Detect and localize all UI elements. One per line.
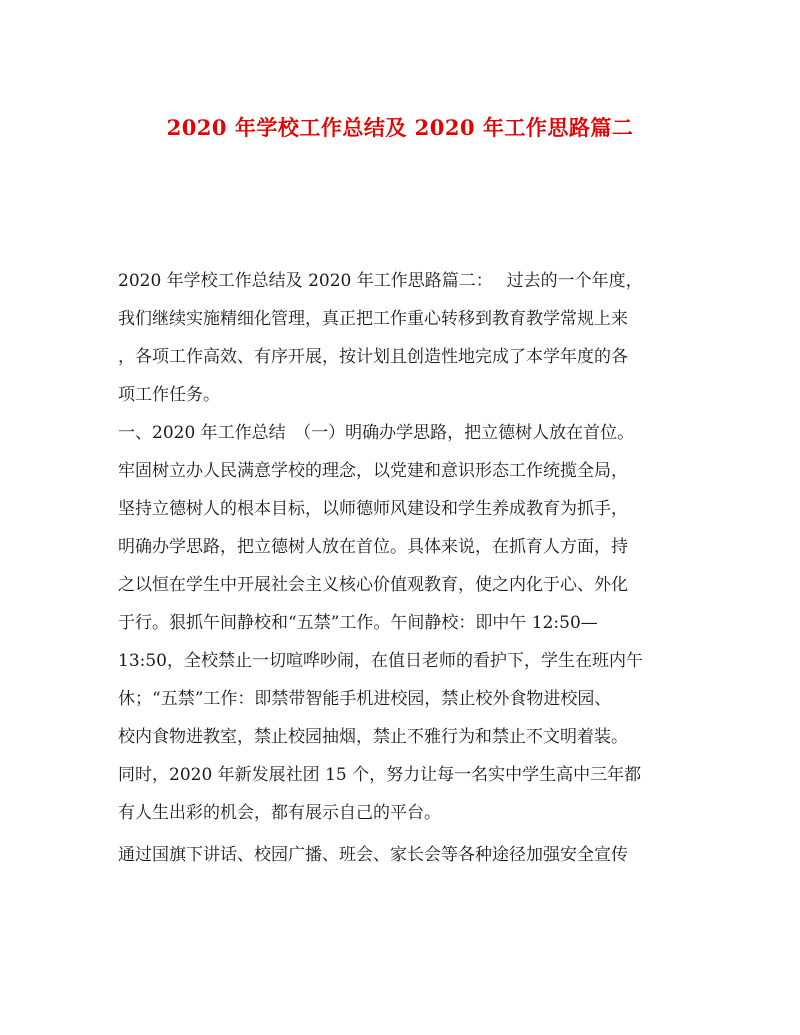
body-line: 休；“五禁”工作：即禁带智能手机进校园，禁止校外食物进校园、 [118,689,612,709]
body-line: 之以恒在学生中开展社会主义核心价值观教育，使之内化于心、外化 [118,575,628,595]
body-line: 有人生出彩的机会，都有展示自己的平台。 [118,803,441,823]
body-line: 坚持立德树人的根本目标，以师德师风建设和学生养成教育为抓手， [118,499,628,519]
body-line: 于行。狠抓午间静校和“五禁”工作。午间静校：即中午 12:50— [118,613,598,633]
body-line: ，各项工作高效、有序开展，按计划且创造性地完成了本学年度的各 [118,347,628,367]
body-line: 项工作任务。 [118,385,220,405]
body-line: 2020 年学校工作总结及 2020 年工作思路篇二： 过去的一个年度， [118,271,643,291]
body-line: 同时，2020 年新发展社团 15 个，努力让每一名实中学生高中三年都 [118,765,642,785]
body-line: 通过国旗下讲话、校园广播、班会、家长会等各种途径加强安全宣传 [118,845,628,865]
body-line: 校内食物进教室，禁止校园抽烟，禁止不雅行为和禁止不文明着装。 [118,727,628,747]
body-line: 牢固树立办人民满意学校的理念，以党建和意识形态工作统揽全局， [118,461,628,481]
body-line: 13:50，全校禁止一切喧哗吵闹，在值日老师的看护下，学生在班内午 [118,651,643,671]
body-line: 我们继续实施精细化管理，真正把工作重心转移到教育教学常规上来 [118,309,628,329]
body-line: 一、2020 年工作总结 （一）明确办学思路，把立德树人放在首位。 [118,423,635,443]
document-body [118,262,688,874]
document-title: 2020 年学校工作总结及 2020 年工作思路篇二 [166,115,634,140]
body-line: 明确办学思路，把立德树人放在首位。具体来说，在抓育人方面，持 [118,537,628,557]
